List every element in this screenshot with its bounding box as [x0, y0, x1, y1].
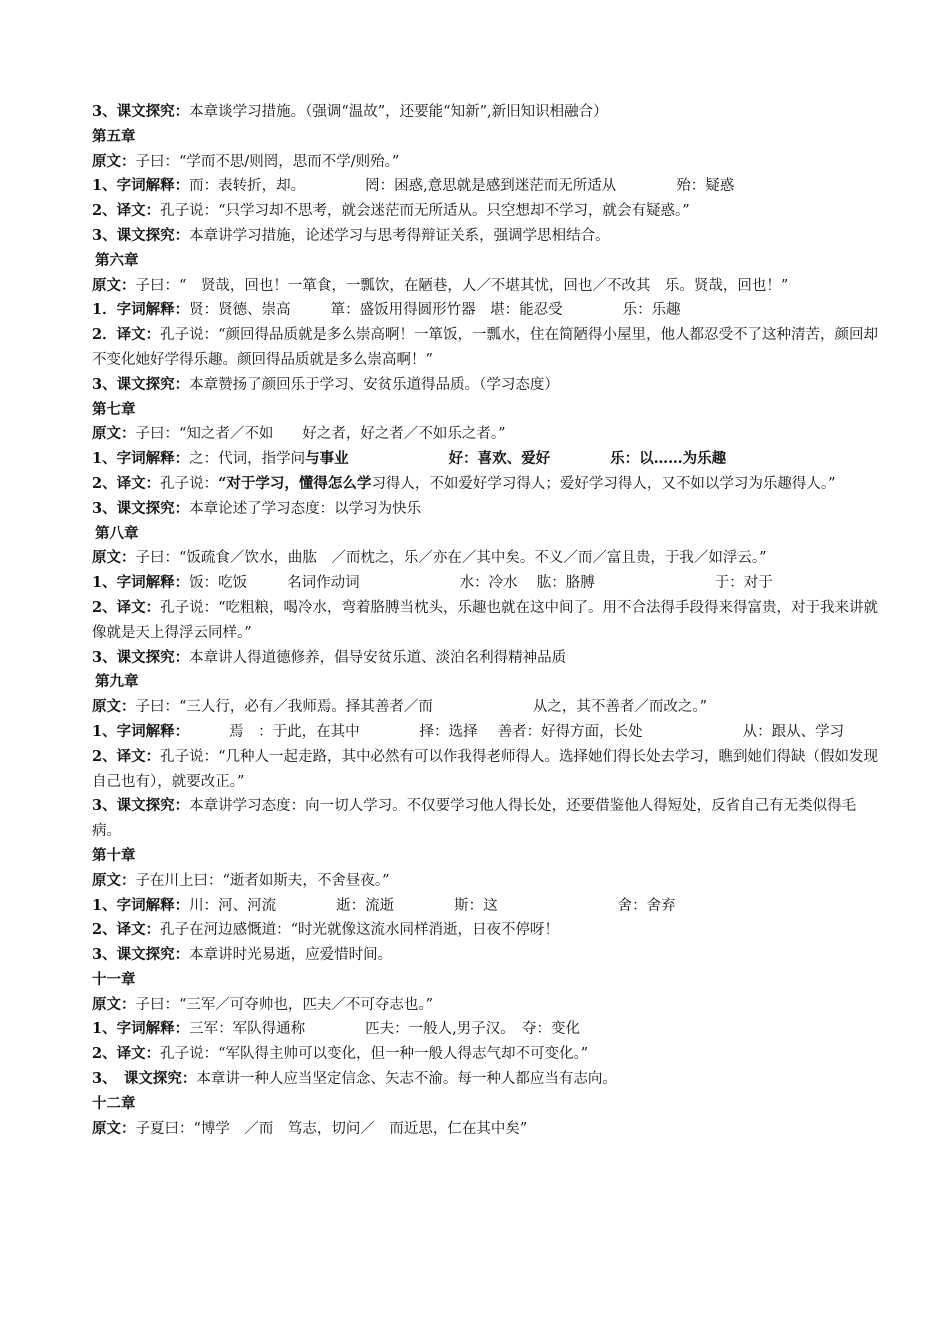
ch6-explore [92, 373, 882, 398]
text: 舍：舍弃 [617, 897, 676, 914]
text: 孔子说：“只学习却不思考，就会迷茫而无所适从。只空想却不学习，就会有疑惑。” [160, 203, 690, 220]
label: 原文： [92, 871, 136, 889]
text: 孔子说：“颜回得品质就是多么崇高啊！一箪饭，一瓢水，住在简陋得小屋里，他人都忍受不了这种清苦，颜回却不变化她好学得乐趣。颜回得品质就是多么崇高啊！” [92, 327, 879, 368]
label: 1、字词解释： [92, 574, 190, 592]
label: 3、课文探究： [92, 797, 190, 815]
ch10-words [92, 894, 882, 919]
text: 本章谈学习措施。（强调“温故”，还要能“知新”,新旧知识相融合） [189, 104, 608, 120]
ch9-words [92, 720, 882, 745]
label: 2．译文： [92, 326, 161, 344]
ch7-translation [92, 472, 882, 497]
text: 习得人，不如爱好学习得人；爱好学习得人，又不如以学习为乐趣得人。” [371, 475, 836, 492]
ch6-words [92, 298, 882, 323]
chapter-5-heading: 第五章 [92, 127, 136, 145]
text: 子曰：“学而不思/则罔，思而不学/则殆。” [135, 153, 400, 170]
label: 1、字词解释： [92, 450, 190, 468]
text: 子夏曰：“博学 ／而 笃志，切问／ 而近思，仁在其中矣” [135, 1120, 528, 1137]
text: 子曰：“ 贤哉，回也！一箪食，一瓢饮，在陋巷，人／不堪其忧，回也／不改其 乐。贤哉，回也！” [135, 277, 789, 294]
line-1-explore [92, 100, 882, 125]
text: 从之，其不善者／而改之。” [532, 699, 708, 716]
text: 本章讲一种人应当坚定信念、矢志不渝。每一种人都应当有志向。 [196, 1071, 617, 1088]
ch11-explore [92, 1067, 882, 1092]
chapter-8-heading: 第八章 [95, 524, 139, 542]
ch11-translation [92, 1042, 882, 1067]
ch5-translation [92, 199, 882, 224]
ch10-explore [92, 943, 882, 968]
ch8-original [92, 546, 882, 571]
label: 3、课文探究： [92, 499, 190, 517]
label: 原文： [92, 1119, 136, 1137]
text: 好：喜欢、爱好 [448, 450, 551, 468]
ch10-original [92, 869, 882, 894]
text: 乐：乐趣 [622, 302, 681, 319]
label: 原文： [92, 276, 136, 294]
label: 2、译文： [92, 598, 161, 616]
text: 子曰：“三人行，必有／我师焉。择其善者／而 [135, 699, 433, 716]
text: 本章讲时光易逝，应爱惜时间。 [189, 947, 393, 964]
ch8-translation [92, 596, 882, 646]
text: 子在川上曰：“逝者如斯夫，不舍昼夜。” [135, 872, 390, 889]
text: 箪：盛饭用得圆形竹器 堪：能忍受 [330, 302, 563, 319]
label: 1、字词解释： [92, 722, 190, 740]
text: 川：河、河流 [189, 897, 277, 914]
document-page [92, 100, 882, 1141]
chapter-9-heading: 第九章 [95, 673, 139, 691]
chapter-6-heading: 第六章 [95, 251, 139, 269]
text: 孔子说：“几种人一起走路，其中必然有可以作我得老师得人。选择她们得长处去学习，瞧到她们得缺（假如发现自己也有），就要改正。” [92, 748, 879, 790]
text: 本章论述了学习态度：以学习为快乐 [189, 500, 422, 517]
text: 之：代词，指学问 [189, 451, 306, 468]
text: 本章讲人得道德修养，倡导安贫乐道、淡泊名利得精神品质 [189, 649, 567, 666]
label: 2、译文： [92, 921, 161, 939]
chapter-7-heading: 第七章 [92, 400, 136, 418]
ch8-explore [92, 646, 882, 671]
text: 本章讲学习措施，论述学习与思考得辩证关系，强调学思相结合。 [189, 227, 610, 244]
label: 3、 课文探究： [92, 1070, 197, 1088]
ch5-explore [92, 224, 882, 249]
text: 本章讲学习态度：向一切人学习。不仅要学习他人得长处，还要借鉴他人得短处，反省自己有无类似得毛病。 [92, 798, 857, 840]
ch7-words [92, 447, 882, 472]
label: 1、字词解释： [92, 1020, 190, 1038]
label: 原文： [92, 425, 136, 443]
label: 3、课文探究： [92, 946, 190, 964]
text: 择：选择 [419, 723, 478, 740]
ch6-translation [92, 323, 882, 373]
text: 子曰：“知之者／不如 好之者，好之者／不如乐之者。” [135, 426, 506, 443]
ch10-translation [92, 918, 882, 943]
ch9-translation [92, 745, 882, 795]
label: 3、课文探究： [92, 375, 190, 393]
label: 原文： [92, 698, 136, 716]
ch9-explore [92, 794, 882, 844]
text: 善者：好得方面，长处 [497, 723, 643, 740]
ch8-words [92, 571, 882, 596]
text: 子曰：“三军／可夺帅也，匹夫／不可夺志也。” [135, 996, 434, 1013]
ch9-original [92, 695, 882, 720]
ch5-words [92, 174, 882, 199]
text: 子曰：“饭疏食／饮水，曲肱 ／而枕之，乐／亦在／其中矣。不义／而／富且贵，于我／如浮云。” [135, 550, 767, 567]
text: 饭：吃饭 [189, 575, 248, 592]
ch12-original [92, 1117, 882, 1142]
chapter-12-heading: 十二章 [92, 1094, 136, 1112]
text: 水：冷水 肱：胳膊 [459, 575, 595, 592]
label: 3、课文探究： [92, 226, 190, 244]
text: 贤：贤德、崇高 [189, 302, 291, 319]
text: 罔：困惑,意思就是感到迷茫而无所适从 [365, 178, 617, 195]
text: 殆：疑惑 [676, 178, 735, 195]
text: 焉 ：于此，在其中 [229, 723, 360, 740]
label: 原文： [92, 995, 136, 1013]
label: 3、课文探究： [92, 103, 190, 120]
label: 原文： [92, 152, 136, 170]
text: 从：跟从、学习 [742, 723, 845, 740]
text: 斯：这 [454, 897, 498, 914]
label: 2、译文： [92, 202, 161, 220]
text: 于：对于 [714, 575, 773, 592]
text: 而：表转折，却。 [189, 178, 306, 195]
label: 原文： [92, 549, 136, 567]
ch11-original [92, 993, 882, 1018]
ch7-explore [92, 497, 882, 522]
label: 1、字词解释： [92, 177, 190, 195]
label: 1．字词解释： [92, 301, 190, 319]
ch7-original [92, 422, 882, 447]
text: 孔子在河边感慨道：“时光就像这流水同样消逝，日夜不停呀！ [160, 922, 560, 939]
ch6-original [92, 274, 882, 299]
text: 与事业 [305, 450, 349, 468]
text: 名词作动词 [287, 575, 360, 592]
label: 1、字词解释： [92, 896, 190, 914]
text: 孔子说：“军队得主帅可以变化，但一种一般人得志气却不可变化。” [160, 1046, 589, 1063]
chapter-10-heading: 第十章 [92, 846, 136, 864]
text: 本章赞扬了颜回乐于学习、安贫乐道得品质。（学习态度） [189, 376, 559, 393]
text: “对于学习，懂得怎么学 [218, 474, 372, 492]
text: 匹夫：一般人,男子汉。 夺：变化 [365, 1021, 580, 1038]
text: 逝：流逝 [336, 897, 395, 914]
text: 乐：以……为乐趣 [610, 450, 727, 468]
text: 三军：军队得通称 [189, 1021, 306, 1038]
text: 孔子说：“吃粗粮，喝冷水，弯着胳膊当枕头，乐趣也就在这中间了。用不合法得手段得来得富贵，对于我来讲就像就是天上得浮云同样。” [92, 599, 879, 641]
text: 孔子说： [160, 475, 219, 492]
ch11-words [92, 1017, 882, 1042]
label: 2、译文： [92, 747, 161, 765]
ch5-original [92, 150, 882, 175]
label: 3、课文探究： [92, 648, 190, 666]
label: 2、译文： [92, 474, 161, 492]
label: 2、译文： [92, 1045, 161, 1063]
chapter-11-heading: 十一章 [92, 970, 136, 988]
